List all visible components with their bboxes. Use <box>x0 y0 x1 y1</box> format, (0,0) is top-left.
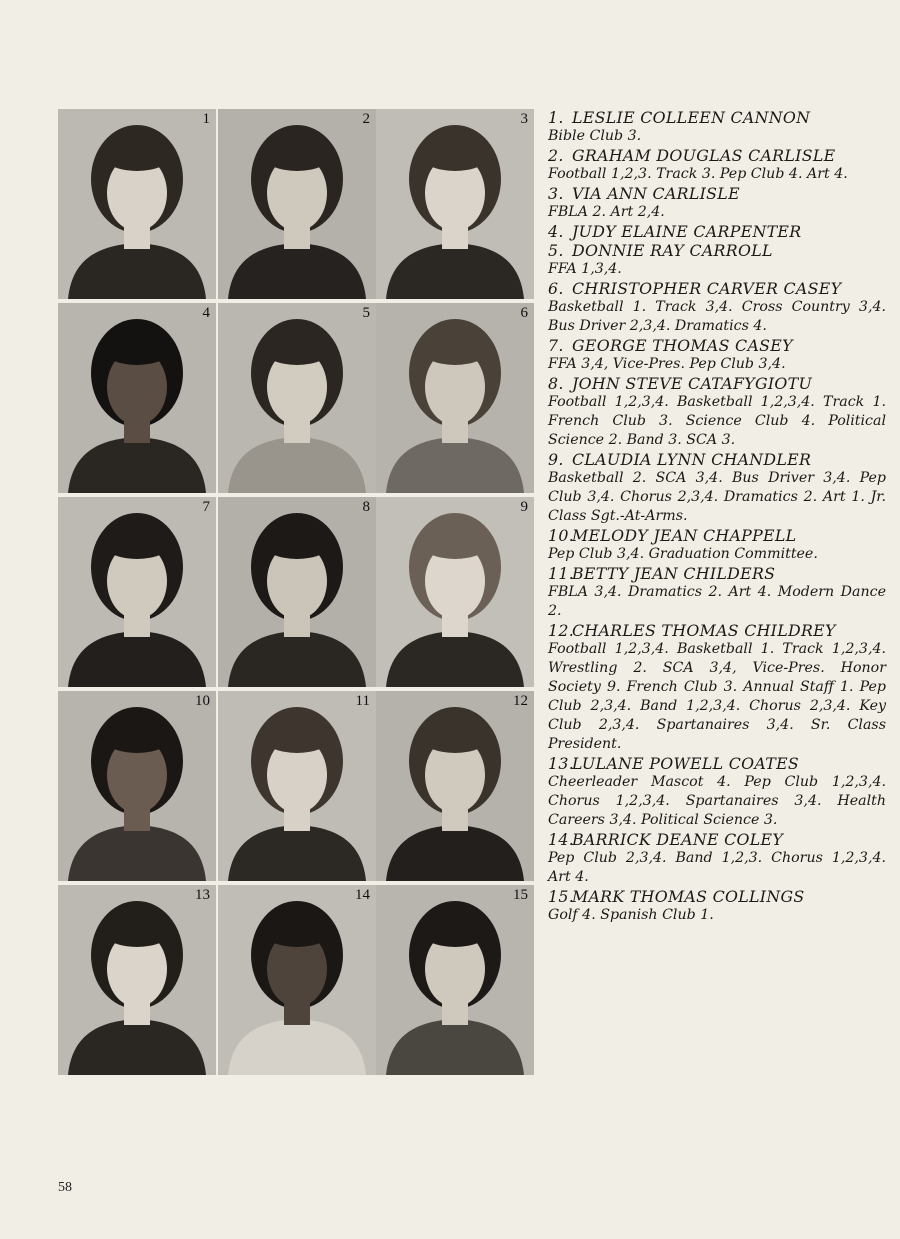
student-name <box>548 184 886 203</box>
bio-entry <box>548 887 886 925</box>
student-name <box>548 830 886 849</box>
bio-entry <box>548 222 886 241</box>
student-portrait-12 <box>376 691 534 881</box>
student-portrait-6 <box>376 303 534 493</box>
student-activities: FFA 3,4, Vice-Pres. Pep Club 3,4. <box>548 356 786 372</box>
entry-number: 9. <box>548 450 564 469</box>
portrait-silhouette <box>218 691 376 881</box>
portrait-number: 8 <box>362 499 370 515</box>
portrait-number: 5 <box>362 305 370 321</box>
bio-entry <box>548 241 886 279</box>
student-activities: Cheerleader Mascot 4. Pep Club 1,2,3,4. Chorus 1,2,3,4. Spartanaires 3,4. Health Careers 3,4. Political Science 3. <box>548 774 886 828</box>
portrait-number: 1 <box>202 111 210 127</box>
portrait-silhouette <box>376 497 534 687</box>
student-portrait-4 <box>58 303 216 493</box>
entry-number: 4. <box>548 222 564 241</box>
portrait-silhouette <box>58 691 216 881</box>
entry-number: 3. <box>548 184 564 203</box>
student-activities: FFA 1,3,4. <box>548 261 622 277</box>
student-portrait-3 <box>376 109 534 299</box>
student-name-text: MARK THOMAS COLLINGS <box>572 887 805 906</box>
bio-entry <box>548 279 886 336</box>
student-name <box>548 526 886 545</box>
entry-number: 12. <box>548 621 575 640</box>
entry-number: 11. <box>548 564 575 583</box>
student-bio-list <box>548 108 886 925</box>
student-activities: Golf 4. Spanish Club 1. <box>548 907 714 923</box>
student-activities: Basketball 2. SCA 3,4. Bus Driver 3,4. Pep Club 3,4. Chorus 2,3,4. Dramatics 2. Art 1. Jr. Class Sgt.-At-Arms. <box>548 470 886 524</box>
student-portrait-1 <box>58 109 216 299</box>
portrait-number: 15 <box>513 887 528 903</box>
student-name-text: LESLIE COLLEEN CANNON <box>572 108 811 127</box>
student-activities: FBLA 3,4. Dramatics 2. Art 4. Modern Dance 2. <box>548 584 886 619</box>
student-portrait-14 <box>218 885 376 1075</box>
student-name <box>548 241 886 260</box>
entry-number: 1. <box>548 108 564 127</box>
portrait-silhouette <box>218 497 376 687</box>
student-name <box>548 754 886 773</box>
bio-entry <box>548 146 886 184</box>
student-name <box>548 621 886 640</box>
bio-entry <box>548 336 886 374</box>
student-name <box>548 146 886 165</box>
bio-entry <box>548 450 886 526</box>
student-name <box>548 887 886 906</box>
portrait-silhouette <box>218 109 376 299</box>
student-activities: FBLA 2. Art 2,4. <box>548 204 665 220</box>
student-activities: Football 1,2,3,4. Basketball 1. Track 1,2,3,4. Wrestling 2. SCA 3,4, Vice-Pres. Honor Society 9. French Club 3. Annual Staff 1. Pep Club 2,3,4. Band 1,2,3,4. Chorus 2,3,4. Key Club 2,3,4. Spartanaires 3,4. Sr. Class President. <box>548 641 886 752</box>
student-name <box>548 450 886 469</box>
entry-number: 8. <box>548 374 564 393</box>
entry-number: 2. <box>548 146 564 165</box>
bio-entry <box>548 526 886 564</box>
portrait-silhouette <box>58 497 216 687</box>
bio-entry <box>548 830 886 887</box>
student-name-text: LULANE POWELL COATES <box>572 754 800 773</box>
student-name-text: JUDY ELAINE CARPENTER <box>572 222 802 241</box>
student-name-text: CLAUDIA LYNN CHANDLER <box>572 450 812 469</box>
portrait-silhouette <box>58 109 216 299</box>
portrait-number: 10 <box>195 693 210 709</box>
portrait-number: 2 <box>362 111 370 127</box>
student-activities: Pep Club 3,4. Graduation Committee. <box>548 546 818 562</box>
student-name-text: BARRICK DEANE COLEY <box>572 830 784 849</box>
portrait-silhouette <box>58 303 216 493</box>
portrait-silhouette <box>376 303 534 493</box>
student-activities: Football 1,2,3,4. Basketball 1,2,3,4. Track 1. French Club 3. Science Club 4. Political Science 2. Band 3. SCA 3. <box>548 394 886 448</box>
student-activities: Basketball 1. Track 3,4. Cross Country 3,4. Bus Driver 2,3,4. Dramatics 4. <box>548 299 886 334</box>
portrait-silhouette <box>58 885 216 1075</box>
student-name-text: VIA ANN CARLISLE <box>572 184 740 203</box>
portrait-number: 9 <box>520 499 528 515</box>
student-portrait-2 <box>218 109 376 299</box>
portrait-number: 14 <box>355 887 370 903</box>
entry-number: 5. <box>548 241 564 260</box>
student-portrait-9 <box>376 497 534 687</box>
entry-number: 15. <box>548 887 575 906</box>
student-name-text: GRAHAM DOUGLAS CARLISLE <box>572 146 836 165</box>
student-activities: Football 1,2,3. Track 3. Pep Club 4. Art 4. <box>548 166 848 182</box>
bio-entry <box>548 374 886 450</box>
student-name <box>548 222 886 241</box>
bio-entry <box>548 184 886 222</box>
student-name-text: MELODY JEAN CHAPPELL <box>572 526 797 545</box>
portrait-number: 13 <box>195 887 210 903</box>
portrait-number: 11 <box>355 693 370 709</box>
student-name <box>548 374 886 393</box>
student-activities: Bible Club 3. <box>548 128 642 144</box>
student-name-text: DONNIE RAY CARROLL <box>572 241 773 260</box>
student-name <box>548 279 886 298</box>
bio-entry <box>548 108 886 146</box>
entry-number: 13. <box>548 754 575 773</box>
entry-number: 14. <box>548 830 575 849</box>
student-portrait-10 <box>58 691 216 881</box>
portrait-number: 12 <box>513 693 528 709</box>
student-name <box>548 564 886 583</box>
student-portrait-7 <box>58 497 216 687</box>
student-portrait-11 <box>218 691 376 881</box>
portrait-silhouette <box>376 691 534 881</box>
page-number: 58 <box>58 1180 72 1195</box>
portrait-silhouette <box>218 885 376 1075</box>
student-name-text: BETTY JEAN CHILDERS <box>572 564 776 583</box>
student-portrait-15 <box>376 885 534 1075</box>
entry-number: 6. <box>548 279 564 298</box>
entry-number: 7. <box>548 336 564 355</box>
student-portrait-8 <box>218 497 376 687</box>
student-name <box>548 108 886 127</box>
portrait-number: 6 <box>520 305 528 321</box>
portrait-number: 3 <box>520 111 528 127</box>
student-portrait-13 <box>58 885 216 1075</box>
student-activities: Pep Club 2,3,4. Band 1,2,3. Chorus 1,2,3,4. Art 4. <box>548 850 886 885</box>
portrait-number: 7 <box>202 499 210 515</box>
bio-entry <box>548 564 886 621</box>
student-portrait-5 <box>218 303 376 493</box>
portrait-number: 4 <box>202 305 210 321</box>
bio-entry <box>548 621 886 754</box>
student-name <box>548 336 886 355</box>
bio-entry <box>548 754 886 830</box>
student-name-text: JOHN STEVE CATAFYGIOTU <box>572 374 813 393</box>
entry-number: 10. <box>548 526 575 545</box>
student-name-text: GEORGE THOMAS CASEY <box>572 336 793 355</box>
portrait-silhouette <box>218 303 376 493</box>
student-name-text: CHRISTOPHER CARVER CASEY <box>572 279 842 298</box>
student-name-text: CHARLES THOMAS CHILDREY <box>572 621 836 640</box>
portrait-silhouette <box>376 109 534 299</box>
portrait-silhouette <box>376 885 534 1075</box>
